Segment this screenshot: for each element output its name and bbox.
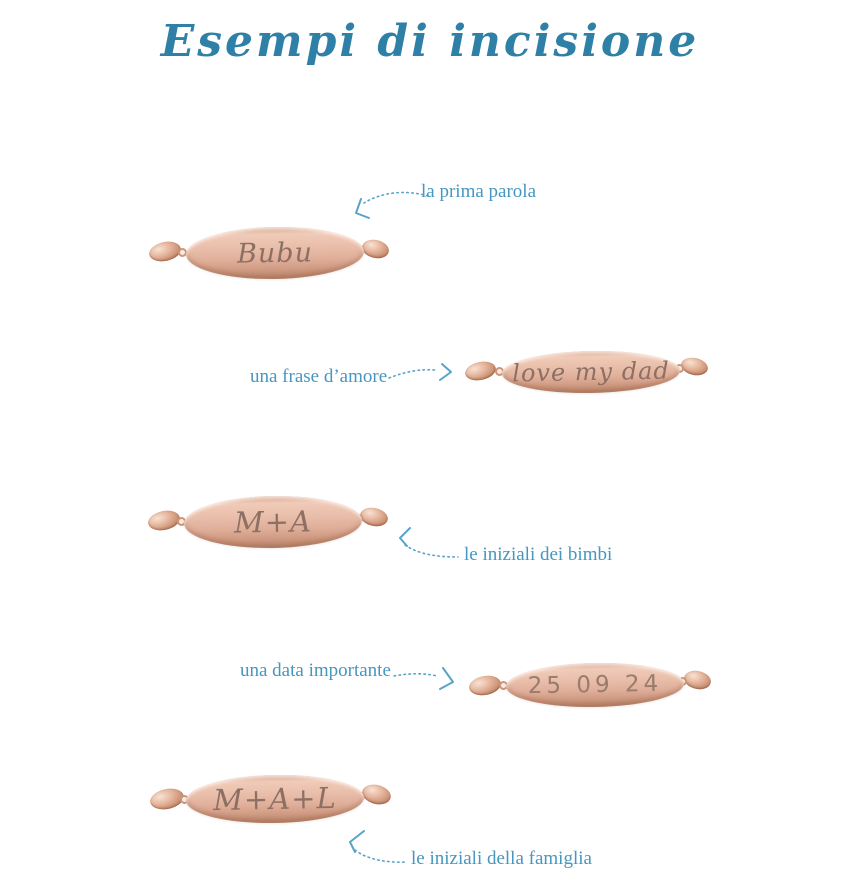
bracelet-bead-left (468, 673, 503, 697)
bracelet-bead-left (463, 359, 497, 383)
bracelet-plate (502, 349, 681, 394)
curved-arrow-up-left-icon (344, 828, 410, 866)
curved-arrow-icon (348, 190, 432, 224)
engraved-text: M+A+L (212, 780, 338, 818)
bracelet-plate (506, 661, 685, 708)
annotation-label: le iniziali dei bimbi (464, 544, 613, 565)
annotation-label: una frase d’amore (250, 366, 388, 387)
dotted-arrow-right-icon (390, 666, 460, 694)
engraved-text: love my dad (512, 356, 670, 388)
page-title: Esempi di incisione (160, 16, 700, 67)
annotation-label: la prima parola (421, 181, 537, 202)
bracelet-bead-right (360, 237, 390, 260)
bracelet-bead-right (360, 782, 393, 807)
engraved-text: M+A (233, 504, 313, 540)
bracelet-bead-right (358, 505, 389, 528)
curved-arrow-left-icon (396, 526, 462, 560)
annotation-label: una data importante (240, 660, 391, 681)
bracelet-plate (184, 494, 363, 549)
dotted-arrow-right-icon (385, 361, 457, 385)
bracelet-plate (186, 225, 365, 280)
annotation-label: le iniziali della famiglia (411, 848, 592, 869)
engraved-text: 25 09 24 (527, 670, 663, 700)
bracelet-plate (186, 773, 365, 824)
bracelet-bead-right (680, 355, 710, 377)
engraved-text: Bubu (236, 236, 314, 270)
